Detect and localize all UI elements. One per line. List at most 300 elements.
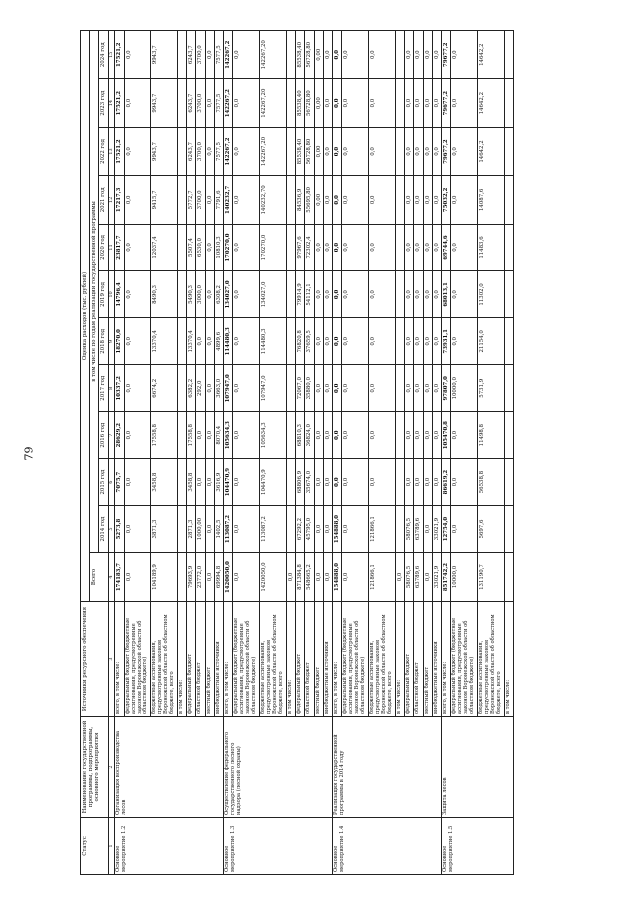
column-number: 13 — [108, 127, 115, 175]
header-name: Наименование государственной программы, подпрограммы, основного мероприятия — [81, 717, 109, 818]
value-cell — [287, 365, 296, 412]
value-cell — [287, 412, 296, 459]
value-cell: 37659,5 — [305, 318, 314, 365]
value-cell: 0,0 — [124, 318, 151, 365]
value-cell — [504, 271, 513, 318]
status-cell: Основное мероприятие 1.5 — [442, 818, 514, 875]
source-cell: бюджетные ассигнования, предусмотренные законом Воронежской области об областном бюджете, всего — [478, 602, 505, 717]
value-cell: 23817,7 — [115, 224, 124, 271]
value-cell: 68806,9 — [296, 459, 305, 506]
value-cell: 3000,0 — [196, 271, 205, 318]
value-cell: 113087,2 — [260, 506, 287, 553]
value-cell: 35880,0 — [305, 365, 314, 412]
value-cell: 0,0 — [423, 506, 432, 553]
value-cell: 292,0 — [196, 365, 205, 412]
value-cell: 79914,9 — [296, 271, 305, 318]
value-cell: 0,0 — [233, 127, 260, 175]
source-cell: всего, в том числе: — [442, 602, 451, 717]
column-number: 12 — [108, 176, 115, 224]
value-cell: 10810,3 — [214, 224, 223, 271]
value-cell: 56728,80 — [305, 79, 314, 127]
value-cell: 142267,20 — [260, 127, 287, 175]
value-cell — [178, 176, 187, 224]
value-cell: 170270,0 — [260, 224, 287, 271]
value-cell: 9943,7 — [151, 79, 178, 127]
value-cell: 0,0 — [405, 224, 414, 271]
value-cell: 58076,5 — [405, 506, 414, 553]
value-cell: 0,0 — [414, 271, 423, 318]
value-cell: 0,0 — [369, 224, 396, 271]
value-cell: 63789,6 — [414, 506, 423, 553]
value-cell: 3700,0 — [196, 31, 205, 79]
value-cell: 0,0 — [333, 31, 342, 79]
value-cell: 85538,40 — [296, 127, 305, 175]
value-cell: 104470,9 — [224, 459, 233, 506]
column-number: 3 — [108, 602, 115, 717]
value-cell: 0,0 — [205, 31, 214, 79]
column-number: 11 — [108, 224, 115, 271]
value-cell: 79693,9 — [187, 553, 196, 602]
value-cell — [178, 365, 187, 412]
value-cell — [396, 271, 405, 318]
value-cell: 3700,0 — [196, 127, 205, 175]
value-cell: 0,0 — [333, 127, 342, 175]
value-cell: 113087,2 — [224, 506, 233, 553]
value-cell: 154888,0 — [333, 553, 342, 602]
value-cell: 107947,0 — [224, 365, 233, 412]
program-name-cell: Осуществление федерального государственного лесного надзора (лесной охраны) — [224, 717, 333, 818]
column-number: 5 — [108, 506, 115, 553]
value-cell: 2871,3 — [187, 506, 196, 553]
value-cell — [178, 127, 187, 175]
value-cell: 0,0 — [342, 365, 369, 412]
value-cell — [396, 224, 405, 271]
value-cell: 0,0 — [414, 31, 423, 79]
value-cell: 0,0 — [323, 412, 332, 459]
value-cell: 0,0 — [423, 553, 432, 602]
table-row — [333, 31, 342, 875]
value-cell: 79677,2 — [442, 127, 451, 175]
value-cell — [287, 79, 296, 127]
value-cell: 86619,2 — [442, 459, 451, 506]
source-cell: федеральный бюджет (бюджетные ассигнования, предусмотренные законом Воронежской области об областном бюджете) — [451, 602, 478, 717]
value-cell — [178, 553, 187, 602]
value-cell: 6308,2 — [214, 271, 223, 318]
header-year: 2021 год — [99, 176, 108, 224]
column-number: 4 — [108, 553, 115, 602]
source-cell: в том числе: — [504, 602, 513, 717]
value-cell: 0,0 — [423, 31, 432, 79]
value-cell: 0,0 — [405, 412, 414, 459]
value-cell: 0,0 — [342, 271, 369, 318]
value-cell: 0,0 — [432, 224, 441, 271]
value-cell: 121866,1 — [369, 506, 396, 553]
value-cell: 11483,6 — [478, 224, 505, 271]
value-cell: 0,0 — [423, 127, 432, 175]
header-year: 2020 год — [99, 224, 108, 271]
value-cell: 13370,4 — [187, 318, 196, 365]
column-number: 1 — [108, 818, 115, 875]
value-cell: 0,0 — [451, 271, 478, 318]
status-cell: Основное мероприятие 1.4 — [333, 818, 442, 875]
source-cell: федеральный бюджет (бюджетные ассигнования, предусмотренные законом Воронежской области об областном бюджете) — [233, 602, 260, 717]
value-cell: 134027,0 — [260, 271, 287, 318]
value-cell: 14087,6 — [478, 176, 505, 224]
value-cell: 140232,70 — [260, 176, 287, 224]
value-cell — [178, 31, 187, 79]
value-cell — [504, 31, 513, 79]
column-number: 14 — [108, 79, 115, 127]
value-cell — [504, 318, 513, 365]
value-cell: 142267,2 — [224, 31, 233, 79]
value-cell: 13370,4 — [151, 318, 178, 365]
value-cell: 6674,2 — [151, 365, 178, 412]
value-cell: 0,0 — [333, 318, 342, 365]
source-cell: бюджетные ассигнования, предусмотренные законом Воронежской области об областном бюджете, всего — [151, 602, 178, 717]
value-cell: 75032,2 — [442, 176, 451, 224]
value-cell — [287, 506, 296, 553]
source-cell: внебюджетные источники — [214, 602, 223, 717]
program-name-cell: Защита лесов — [442, 717, 514, 818]
value-cell: 0,0 — [369, 318, 396, 365]
value-cell: 69994,8 — [214, 553, 223, 602]
source-cell: всего, в том числе: — [115, 602, 124, 717]
value-cell — [396, 459, 405, 506]
source-cell: федеральный бюджет (бюджетные ассигнования, предусмотренные законом Воронежской области об областном бюджете) — [342, 602, 369, 717]
value-cell: 0,0 — [124, 79, 151, 127]
value-cell: 0,0 — [323, 271, 332, 318]
value-cell: 0,0 — [369, 459, 396, 506]
value-cell: 0,0 — [196, 412, 205, 459]
value-cell: 72302,4 — [305, 224, 314, 271]
value-cell: 0,0 — [414, 79, 423, 127]
value-cell — [504, 224, 513, 271]
value-cell: 0,0 — [432, 127, 441, 175]
source-cell: внебюджетные источники — [432, 602, 441, 717]
header-year: 2019 год — [99, 271, 108, 318]
column-number: 2 — [108, 717, 115, 818]
value-cell: 17558,8 — [187, 412, 196, 459]
value-cell: 17217,3 — [115, 176, 124, 224]
value-cell: 3663,0 — [214, 365, 223, 412]
value-cell: 0,0 — [451, 79, 478, 127]
value-cell: 3700,0 — [196, 176, 205, 224]
header-by-years: в том числе по годам реализации государственной программы — [90, 31, 99, 553]
value-cell: 0,0 — [432, 318, 441, 365]
value-cell: 5697,6 — [478, 506, 505, 553]
value-cell: 1000,00 — [196, 506, 205, 553]
value-cell: 76820,8 — [296, 318, 305, 365]
value-cell: 0,0 — [323, 79, 332, 127]
value-cell: 8490,3 — [151, 271, 178, 318]
value-cell: 0,0 — [451, 127, 478, 175]
value-cell: 0,0 — [405, 318, 414, 365]
value-cell: 134027,0 — [224, 271, 233, 318]
value-cell: 17521,2 — [115, 127, 124, 175]
value-cell: 170270,0 — [224, 224, 233, 271]
value-cell — [504, 412, 513, 459]
value-cell: 0,0 — [342, 412, 369, 459]
value-cell: 0,0 — [196, 318, 205, 365]
value-cell: 17521,2 — [115, 31, 124, 79]
value-cell — [178, 271, 187, 318]
value-cell: 0,0 — [314, 224, 323, 271]
value-cell: 56728,80 — [305, 127, 314, 175]
value-cell: 33021,9 — [432, 553, 441, 602]
value-cell: 6243,7 — [187, 31, 196, 79]
value-cell: 0,0 — [342, 318, 369, 365]
budget-table — [80, 30, 514, 875]
value-cell: 0,0 — [414, 176, 423, 224]
value-cell — [396, 365, 405, 412]
value-cell: 0,0 — [432, 459, 441, 506]
value-cell: 0,0 — [432, 176, 441, 224]
header-year: 2017 год — [99, 365, 108, 412]
value-cell: 0,0 — [233, 79, 260, 127]
value-cell: 9415,7 — [151, 176, 178, 224]
column-number: 7 — [108, 412, 115, 459]
value-cell: 0,0 — [451, 224, 478, 271]
value-cell: 0,0 — [405, 176, 414, 224]
value-cell: 14642,2 — [478, 79, 505, 127]
value-cell: 0,0 — [323, 365, 332, 412]
value-cell: 154888,0 — [333, 506, 342, 553]
value-cell: 36824,0 — [305, 412, 314, 459]
value-cell: 0,0 — [205, 127, 214, 175]
value-cell: 0,0 — [432, 271, 441, 318]
value-cell: 0,0 — [423, 79, 432, 127]
value-cell: 10337,2 — [115, 365, 124, 412]
value-cell: 0,0 — [342, 506, 369, 553]
value-cell: 55695,80 — [305, 176, 314, 224]
value-cell: 0,0 — [405, 365, 414, 412]
value-cell: 68013,1 — [442, 271, 451, 318]
value-cell: 68810,3 — [296, 412, 305, 459]
value-cell: 11302,0 — [478, 271, 505, 318]
value-cell: 0,0 — [323, 176, 332, 224]
value-cell: 0,0 — [405, 459, 414, 506]
value-cell: 142267,20 — [260, 79, 287, 127]
value-cell: 56728,80 — [305, 31, 314, 79]
value-cell: 105634,3 — [260, 412, 287, 459]
value-cell: 0,0 — [233, 176, 260, 224]
source-cell: в том числе: — [396, 602, 405, 717]
column-number: 8 — [108, 365, 115, 412]
value-cell: 0,0 — [314, 553, 323, 602]
value-cell — [504, 553, 513, 602]
value-cell: 0,0 — [333, 271, 342, 318]
value-cell: 3458,8 — [187, 459, 196, 506]
source-cell: всего, в том числе: — [224, 602, 233, 717]
value-cell: 63789,6 — [414, 553, 423, 602]
value-cell: 0,00 — [314, 79, 323, 127]
source-cell: местный бюджет — [423, 602, 432, 717]
value-cell: 105470,8 — [442, 412, 451, 459]
value-cell: 871384,8 — [296, 553, 305, 602]
page-number: 79 — [22, 446, 36, 461]
value-cell: 0,0 — [314, 365, 323, 412]
value-cell: 97967,6 — [296, 224, 305, 271]
value-cell: 0,0 — [124, 412, 151, 459]
value-cell: 0,0 — [314, 271, 323, 318]
header-estimate: Оценка расходов (тыс. рублей) — [81, 31, 90, 602]
value-cell: 4899,6 — [214, 318, 223, 365]
value-cell: 0,00 — [314, 176, 323, 224]
value-cell — [287, 459, 296, 506]
value-cell: 0,0 — [124, 553, 151, 602]
table-row — [115, 31, 124, 875]
value-cell: 9943,7 — [151, 127, 178, 175]
value-cell: 1402,5 — [214, 506, 223, 553]
value-cell: 0,0 — [414, 365, 423, 412]
value-cell — [504, 79, 513, 127]
value-cell: 0,0 — [233, 318, 260, 365]
value-cell: 0,0 — [423, 459, 432, 506]
source-cell: федеральный бюджет — [296, 602, 305, 717]
header-year: 2024 год — [99, 31, 108, 79]
value-cell: 0,0 — [432, 412, 441, 459]
column-number: 6 — [108, 459, 115, 506]
value-cell: 548665,2 — [305, 553, 314, 602]
value-cell: 0,0 — [233, 224, 260, 271]
value-cell: 0,0 — [124, 271, 151, 318]
value-cell: 0,0 — [205, 459, 214, 506]
value-cell: 7075,7 — [115, 459, 124, 506]
value-cell: 0,0 — [396, 553, 405, 602]
value-cell: 0,00 — [314, 127, 323, 175]
value-cell: 0,0 — [124, 127, 151, 175]
value-cell: 17558,8 — [151, 412, 178, 459]
value-cell: 0,0 — [369, 412, 396, 459]
value-cell: 0,0 — [333, 79, 342, 127]
value-cell: 0,0 — [233, 412, 260, 459]
value-cell: 0,0 — [451, 318, 478, 365]
value-cell: 140232,7 — [224, 176, 233, 224]
value-cell: 0,0 — [314, 412, 323, 459]
value-cell: 54112,1 — [305, 271, 314, 318]
value-cell: 6382,2 — [187, 365, 196, 412]
value-cell — [178, 506, 187, 553]
source-cell: областной бюджет — [414, 602, 423, 717]
value-cell: 0,0 — [369, 79, 396, 127]
value-cell: 0,0 — [423, 176, 432, 224]
value-cell: 0,0 — [342, 79, 369, 127]
value-cell: 58076,5 — [405, 553, 414, 602]
value-cell: 0,0 — [196, 459, 205, 506]
value-cell: 0,0 — [205, 506, 214, 553]
value-cell: 7577,5 — [214, 31, 223, 79]
value-cell — [287, 271, 296, 318]
value-cell: 11498,8 — [478, 412, 505, 459]
value-cell: 0,0 — [205, 176, 214, 224]
value-cell — [287, 31, 296, 79]
value-cell — [396, 318, 405, 365]
value-cell — [178, 224, 187, 271]
value-cell: 104189,9 — [151, 553, 178, 602]
value-cell: 0,0 — [369, 127, 396, 175]
rotated-table-wrapper — [80, 30, 514, 875]
value-cell: 0,0 — [124, 506, 151, 553]
value-cell: 0,0 — [369, 31, 396, 79]
value-cell: 0,0 — [342, 224, 369, 271]
value-cell: 33021,9 — [432, 506, 441, 553]
value-cell: 8070,4 — [214, 412, 223, 459]
value-cell — [287, 224, 296, 271]
value-cell: 0,0 — [451, 176, 478, 224]
value-cell: 174183,7 — [115, 553, 124, 602]
value-cell: 107947,0 — [260, 365, 287, 412]
value-cell: 0,0 — [432, 79, 441, 127]
value-cell: 0,0 — [451, 31, 478, 79]
column-number: 15 — [108, 31, 115, 79]
value-cell: 0,0 — [314, 318, 323, 365]
value-cell: 79677,2 — [442, 79, 451, 127]
value-cell — [504, 459, 513, 506]
value-cell: 851742,2 — [442, 553, 451, 602]
value-cell: 0,0 — [323, 31, 332, 79]
value-cell: 1420050,0 — [260, 553, 287, 602]
value-cell — [287, 318, 296, 365]
value-cell: 85538,40 — [296, 31, 305, 79]
source-cell: в том числе: — [287, 602, 296, 717]
header-year: 2015 год — [99, 459, 108, 506]
header-year: 2016 год — [99, 412, 108, 459]
value-cell — [178, 318, 187, 365]
value-cell: 0,0 — [314, 506, 323, 553]
value-cell: 0,0 — [233, 506, 260, 553]
value-cell: 0,0 — [233, 31, 260, 79]
value-cell: 6243,7 — [187, 127, 196, 175]
value-cell: 97807,0 — [442, 365, 451, 412]
value-cell: 121866,1 — [369, 553, 396, 602]
value-cell: 0,0 — [205, 79, 214, 127]
value-cell: 0,0 — [423, 224, 432, 271]
value-cell — [504, 176, 513, 224]
value-cell: 0,0 — [369, 176, 396, 224]
value-cell: 0,0 — [423, 318, 432, 365]
value-cell: 1420050,0 — [224, 553, 233, 602]
header-status: Статус — [81, 818, 109, 875]
value-cell: 79677,2 — [442, 31, 451, 79]
value-cell: 0,0 — [414, 412, 423, 459]
value-cell: 9943,7 — [151, 31, 178, 79]
status-cell: Основное мероприятие 1.3 — [224, 818, 333, 875]
value-cell: 0,0 — [323, 506, 332, 553]
value-cell: 7577,5 — [214, 127, 223, 175]
table-row — [442, 31, 451, 875]
value-cell — [178, 459, 187, 506]
value-cell — [287, 176, 296, 224]
value-cell: 73931,1 — [442, 318, 451, 365]
header-total: Всего — [90, 553, 108, 602]
value-cell: 105634,3 — [224, 412, 233, 459]
status-cell: Основное мероприятие 1.2 — [115, 818, 224, 875]
value-cell: 35674,0 — [305, 459, 314, 506]
value-cell: 14642,2 — [478, 31, 505, 79]
value-cell: 0,0 — [405, 127, 414, 175]
value-cell: 10000,0 — [451, 365, 478, 412]
value-cell: 21154,0 — [478, 318, 505, 365]
value-cell: 0,0 — [405, 31, 414, 79]
value-cell: 0,0 — [124, 31, 151, 79]
value-cell — [396, 412, 405, 459]
value-cell: 28629,2 — [115, 412, 124, 459]
value-cell: 0,0 — [405, 79, 414, 127]
value-cell: 0,0 — [423, 412, 432, 459]
value-cell — [396, 79, 405, 127]
source-cell: местный бюджет — [205, 602, 214, 717]
value-cell: 23772,0 — [196, 553, 205, 602]
